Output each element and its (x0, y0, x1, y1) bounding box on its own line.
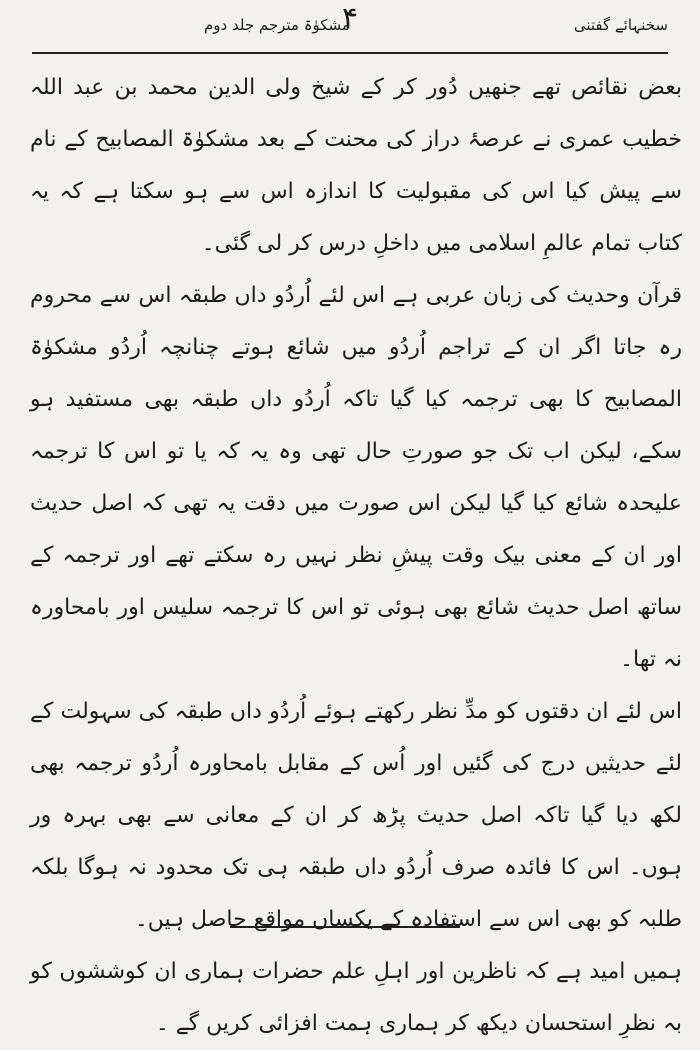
paragraph-2: قرآن وحدیث کی زبان عربی ہے اس لئے اُردُو داں طبقہ اس سے محروم رہ جاتا اگر ان کے تراجم اُردُو میں شائع ہوتے چنانچہ اُردُو مشکوٰۃ المصابیح کا بھی ترجمہ کیا گیا تاکہ اُردُو داں طبقہ بھی مستفید ہو سکے، لیکن اب تک جو صورتِ حال تھی وہ یہ کہ یا تو اس کا ترجمہ علیحدہ شائع کیا گیا لیکن اس صورت میں دقت یہ تھی کہ اصل حدیث اور ان کے معنی بیک وقت پیشِ نظر نہیں رہ سکتے تھے اور ترجمہ کے ساتھ اصل حدیث شائع بھی ہوئی تو اس کا ترجمہ سلیس اور بامحاورہ نہ تھا۔ (30, 283, 682, 672)
book-title: مشکوٰۃ مترجم جلد دوم (204, 16, 350, 34)
page-header (32, 1, 668, 54)
page-body (30, 62, 682, 1036)
footer-divider (230, 926, 460, 928)
page-number: ۴ (341, 1, 359, 36)
paragraph-1: بعض نقائص تھے جنھیں دُور کر کے شیخ ولی الدین محمد بن عبد اللہ خطیب عمری نے عرصۂ دراز کی محنت کے بعد مشکوٰۃ المصابیح کے نام سے پیش کیا اس کی مقبولیت کا اندازہ اس سے ہو سکتا ہے کہ یہ کتاب تمام عالمِ اسلامی میں داخلِ درس کر لی گئی۔ (30, 75, 682, 256)
paragraph-3: اس لئے ان دقتوں کو مدِّ نظر رکھتے ہوئے اُردُو داں طبقہ کی سہولت کے لئے حدیثیں درج کی گئیں اور اُس کے مقابل بامحاورہ اُردُو ترجمہ بھی لکھ دیا گیا تاکہ اصل حدیث پڑھ کر ان کے معانی سے بھی بہرہ ور ہوں۔ اس کا فائدہ صرف اُردُو داں طبقہ ہی تک محدود نہ ہوگا بلکہ طلبہ کو بھی اس سے استفادہ کے یکساں مواقع حاصل ہیں۔ (30, 699, 682, 932)
section-title: سخنہائے گفتنی (573, 16, 668, 34)
header-divider (32, 52, 668, 54)
paragraph-4: ہمیں امید ہے کہ ناظرین اور اہلِ علم حضرات ہماری ان کوششوں کو بہ نظرِ استحسان دیکھ کر ہماری ہمت افزائی کریں گے ۔ (30, 959, 682, 1036)
